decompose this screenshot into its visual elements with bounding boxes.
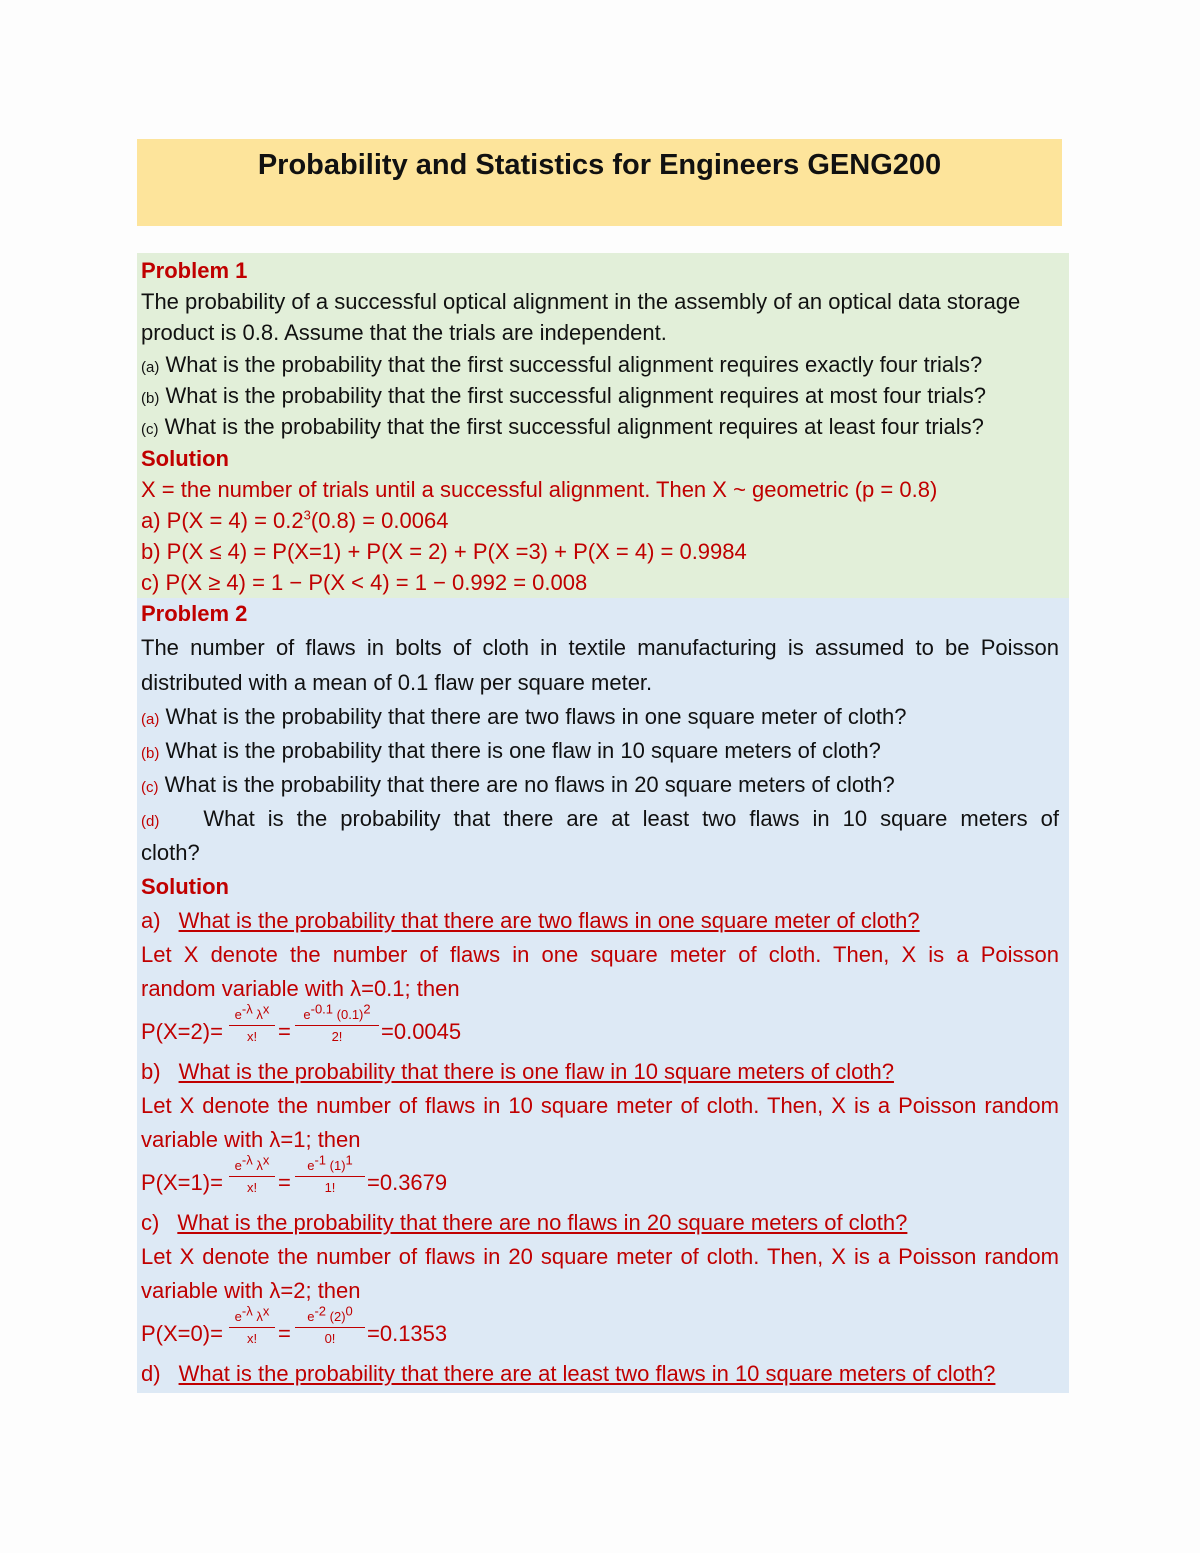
gen-num: e	[234, 1309, 242, 1324]
question-label: (a)	[141, 711, 160, 728]
problem-1-solution-a	[141, 506, 448, 536]
problem-1-question-b	[141, 381, 986, 414]
question-text: What is the probability that there are no flaws in 20 square meters of cloth?	[164, 772, 895, 797]
problem-2-question-a	[141, 702, 907, 735]
solution-part-b-question	[141, 1057, 894, 1087]
problem-1-solution-b: b) P(X ≤ 4) = P(X=1) + P(X = 2) + P(X =3) + P(X = 4) = 0.9984	[141, 539, 747, 564]
question-text: What is the probability that the first successful alignment requires at most four trials?	[165, 383, 986, 408]
num-exp: -0.1	[310, 1001, 334, 1017]
question-text: What is the probability that there are at least two flaws in 10 square meters of	[203, 806, 1059, 831]
numeric-fraction	[295, 1303, 365, 1348]
general-fraction	[229, 1001, 275, 1046]
question-label: (d)	[141, 813, 160, 830]
gen-num: e	[234, 1158, 242, 1173]
formula-part-b	[141, 1152, 471, 1206]
num-mid: (0.1)	[333, 1007, 364, 1022]
problem-2-question-b	[141, 736, 881, 769]
num-exp2: 1	[345, 1152, 353, 1168]
formula-part-c	[141, 1303, 471, 1357]
problem-1-question-a	[141, 350, 982, 383]
formula-equals: =	[278, 1321, 291, 1346]
problem-2-text-line-1: The number of flaws in bolts of cloth in textile manufacturing is assumed to be Poisson	[141, 635, 1059, 660]
question-label: (b)	[141, 390, 160, 407]
problem-2-question-c	[141, 770, 895, 803]
part-question: What is the probability that there are at least two flaws in 10 square meters of cloth?	[178, 1361, 996, 1386]
num-base: e	[303, 1007, 311, 1022]
question-label: (b)	[141, 745, 160, 762]
formula-part-a	[141, 1001, 471, 1055]
formula-lhs: P(X=0)=	[141, 1321, 223, 1346]
gen-den: x!	[246, 1331, 258, 1346]
part-label: c)	[141, 1210, 160, 1235]
gen-num-lambda: λ	[252, 1158, 263, 1173]
gen-num-exp2: x	[262, 1152, 270, 1168]
question-label: (c)	[141, 779, 159, 796]
numeric-fraction	[295, 1152, 365, 1197]
formula-equals: =	[278, 1019, 291, 1044]
formula-lhs: P(X=1)=	[141, 1170, 223, 1195]
gen-num-exp2: x	[262, 1303, 270, 1319]
solution-part-b-line-1: Let X denote the number of flaws in 10 square meter of cloth. Then, X is a Poisson random	[141, 1093, 1059, 1118]
gen-num: e	[234, 1007, 242, 1022]
num-den: 2!	[331, 1029, 343, 1044]
part-question: What is the probability that there is one flaw in 10 square meters of cloth?	[178, 1059, 894, 1084]
formula-result: =0.3679	[367, 1170, 448, 1195]
formula-result: =0.1353	[367, 1321, 448, 1346]
question-text: What is the probability that the first successful alignment requires at least four trials?	[164, 414, 984, 439]
general-fraction	[229, 1152, 275, 1197]
problem-2-heading: Problem 2	[141, 601, 248, 626]
formula-result: =0.0045	[381, 1019, 462, 1044]
solution-part-c-question	[141, 1208, 907, 1238]
gen-num-exp: -λ	[241, 1303, 253, 1319]
question-text: What is the probability that there are two flaws in one square meter of cloth?	[165, 704, 907, 729]
num-mid: (2)	[326, 1309, 346, 1324]
part-label: d)	[141, 1361, 161, 1386]
formula-lhs: P(X=2)=	[141, 1019, 223, 1044]
solution-part-b-line-2: variable with λ=1; then	[141, 1127, 361, 1152]
solution-a-result: (0.8) = 0.0064	[310, 508, 449, 533]
question-text: What is the probability that the first successful alignment requires exactly four trials?	[165, 352, 983, 377]
solution-part-a-line-1: Let X denote the number of flaws in one square meter of cloth. Then, X is a Poisson	[141, 942, 1059, 967]
gen-den: x!	[246, 1180, 258, 1195]
solution-part-c-line-2: variable with λ=2; then	[141, 1278, 361, 1303]
problem-2-solution-heading: Solution	[141, 874, 229, 899]
problem-1-text-line-1: The probability of a successful optical alignment in the assembly of an optical data storage	[141, 289, 1021, 314]
part-question: What is the probability that there are two flaws in one square meter of cloth?	[178, 908, 920, 933]
gen-num-exp2: x	[262, 1001, 270, 1017]
gen-num-lambda: λ	[252, 1007, 263, 1022]
num-den: 0!	[324, 1331, 336, 1346]
solution-part-a-question	[141, 906, 920, 936]
num-exp2: 0	[345, 1303, 353, 1319]
numeric-fraction	[295, 1001, 379, 1046]
part-label: a)	[141, 908, 161, 933]
gen-num-exp: -λ	[241, 1001, 253, 1017]
num-mid: (1)	[326, 1158, 346, 1173]
num-base: e	[307, 1158, 315, 1173]
problem-1-solution-heading: Solution	[141, 446, 229, 471]
gen-num-lambda: λ	[252, 1309, 263, 1324]
problem-1-question-c	[141, 412, 984, 445]
page-title: Probability and Statistics for Engineers GENG200	[257, 149, 942, 181]
question-label: (a)	[141, 359, 160, 376]
num-exp: -1	[314, 1152, 327, 1168]
num-base: e	[307, 1309, 315, 1324]
problem-1-text-line-2: product is 0.8. Assume that the trials are independent.	[141, 320, 667, 345]
solution-a-text: a) P(X = 4) = 0.2	[141, 508, 304, 533]
question-text: What is the probability that there is one flaw in 10 square meters of cloth?	[165, 738, 881, 763]
solution-part-c-line-1: Let X denote the number of flaws in 20 square meter of cloth. Then, X is a Poisson random	[141, 1244, 1059, 1269]
solution-part-d-question	[141, 1359, 995, 1389]
problem-2-text-line-2: distributed with a mean of 0.1 flaw per square meter.	[141, 670, 653, 695]
part-question: What is the probability that there are no flaws in 20 square meters of cloth?	[177, 1210, 908, 1235]
part-label: b)	[141, 1059, 161, 1084]
problem-2-question-d	[141, 804, 1059, 837]
num-exp: -2	[314, 1303, 327, 1319]
problem-1-solution-intro: X = the number of trials until a successful alignment. Then X ~ geometric (p = 0.8)	[141, 477, 938, 502]
problem-1-solution-c: c) P(X ≥ 4) = 1 − P(X < 4) = 1 − 0.992 = 0.008	[141, 570, 588, 595]
problem-1-heading: Problem 1	[141, 258, 248, 283]
question-label: (c)	[141, 421, 159, 438]
num-exp2: 2	[363, 1001, 371, 1017]
problem-2-question-d-continued: cloth?	[141, 840, 200, 865]
formula-equals: =	[278, 1170, 291, 1195]
num-den: 1!	[324, 1180, 336, 1195]
gen-num-exp: -λ	[241, 1152, 253, 1168]
gen-den: x!	[246, 1029, 258, 1044]
solution-part-a-line-2: random variable with λ=0.1; then	[141, 976, 460, 1001]
title-banner	[137, 139, 1062, 226]
solution-a-exponent: 3	[303, 507, 311, 523]
general-fraction	[229, 1303, 275, 1348]
